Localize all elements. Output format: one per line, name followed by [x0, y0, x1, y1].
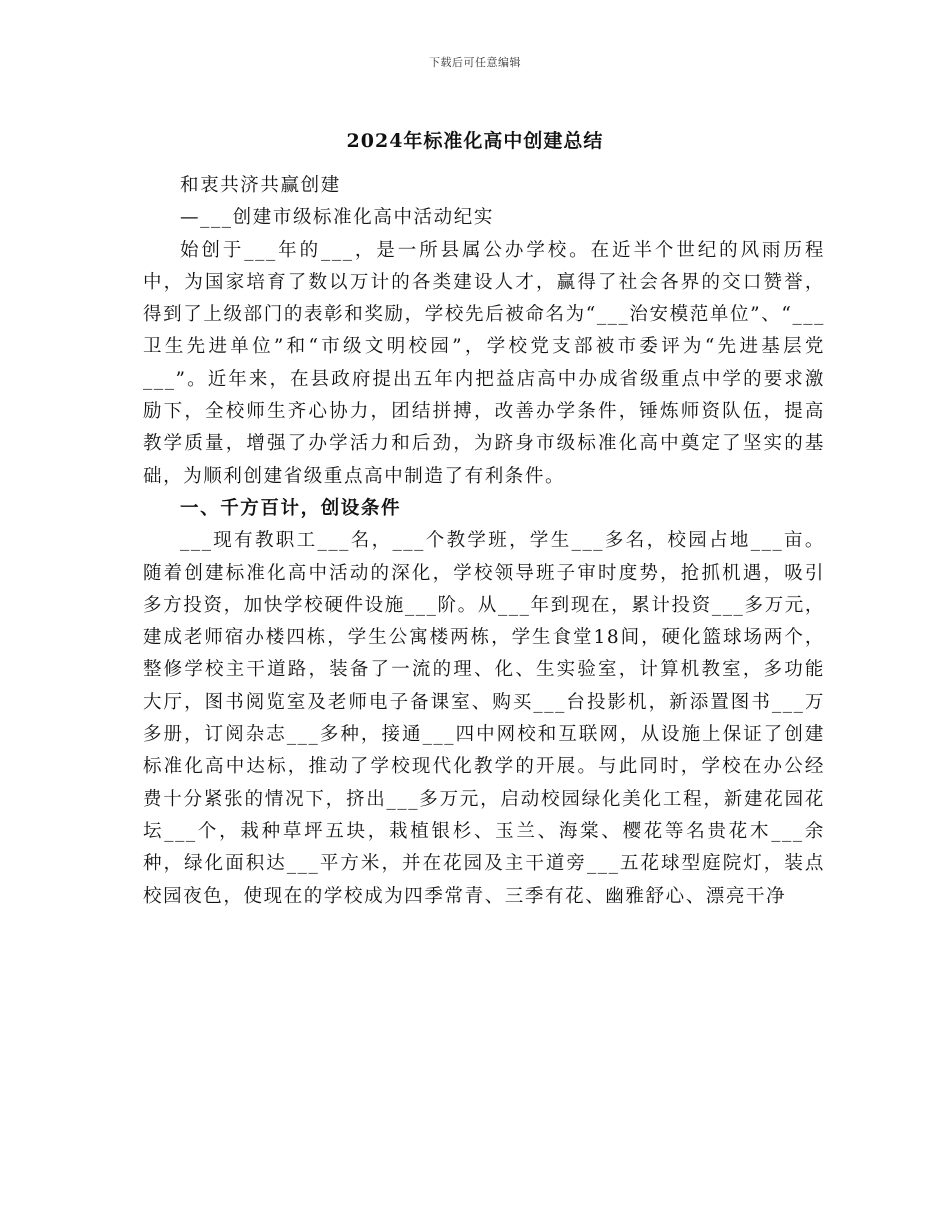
- subtitle-line-2: —___创建市级标准化高中活动纪实: [180, 207, 494, 229]
- document-title: 2024年标准化高中创建总结: [346, 130, 604, 152]
- paragraph-1: 始创于___年的___，是一所县属公办学校。在近半个世纪的风雨历程中，为国家培育了数以万计的各类建设人才，赢得了社会各界的交口赞誉，得到了上级部门的表彰和奖励，学校先后被命名为“___治安模范单位”、“___卫生先进单位”和“市级文明校园”，学校党支部被市委评为“先进基层党___”。近年来，在县政府提出五年内把益店高中办成省级重点中学的要求激励下，全校师生齐心协力，团结拼搏，改善办学条件，锤炼师资队伍，提高教学质量，增强了办学活力和后劲，为跻身市级标准化高中奠定了坚实的基础，为顺利创建省级重点高中制造了有利条件。: [143, 239, 825, 487]
- subtitle-line-1: 和衷共济共赢创建: [180, 175, 341, 196]
- document-body: [143, 170, 825, 913]
- paragraph-2: ___现有教职工___名，___个教学班，学生___多名，校园占地___亩。随着创建标准化高中活动的深化，学校领导班子审时度势，抢抓机遇，吸引多方投资，加快学校硬件设施___阶。从___年到现在，累计投资___多万元，建成老师宿办楼四栋，学生公寓楼两栋，学生食堂18间，硬化篮球场两个，整修学校主干道路，装备了一流的理、化、生实验室，计算机教室，多功能大厅，图书阅览室及老师电子备课室、购买___台投影机，新添置图书___万多册，订阅杂志___多种，接通___四中网校和互联网，从设施上保证了创建标准化高中达标，推动了学校现代化教学的开展。与此同时，学校在办公经费十分紧张的情况下，挤出___多万元，启动校园绿化美化工程，新建花园花坛___个，栽种草坪五块，栽植银杉、玉兰、海棠、樱花等名贵花木___余种，绿化面积达___平方米，并在花园及主干道旁___五花球型庭院灯，装点校园夜色，使现在的学校成为四季常青、三季有花、幽雅舒心、漂亮干净: [143, 530, 825, 907]
- page-header-note: 下载后可任意编辑: [429, 56, 521, 69]
- section-1-heading: 一、千方百计，创设条件: [180, 497, 402, 519]
